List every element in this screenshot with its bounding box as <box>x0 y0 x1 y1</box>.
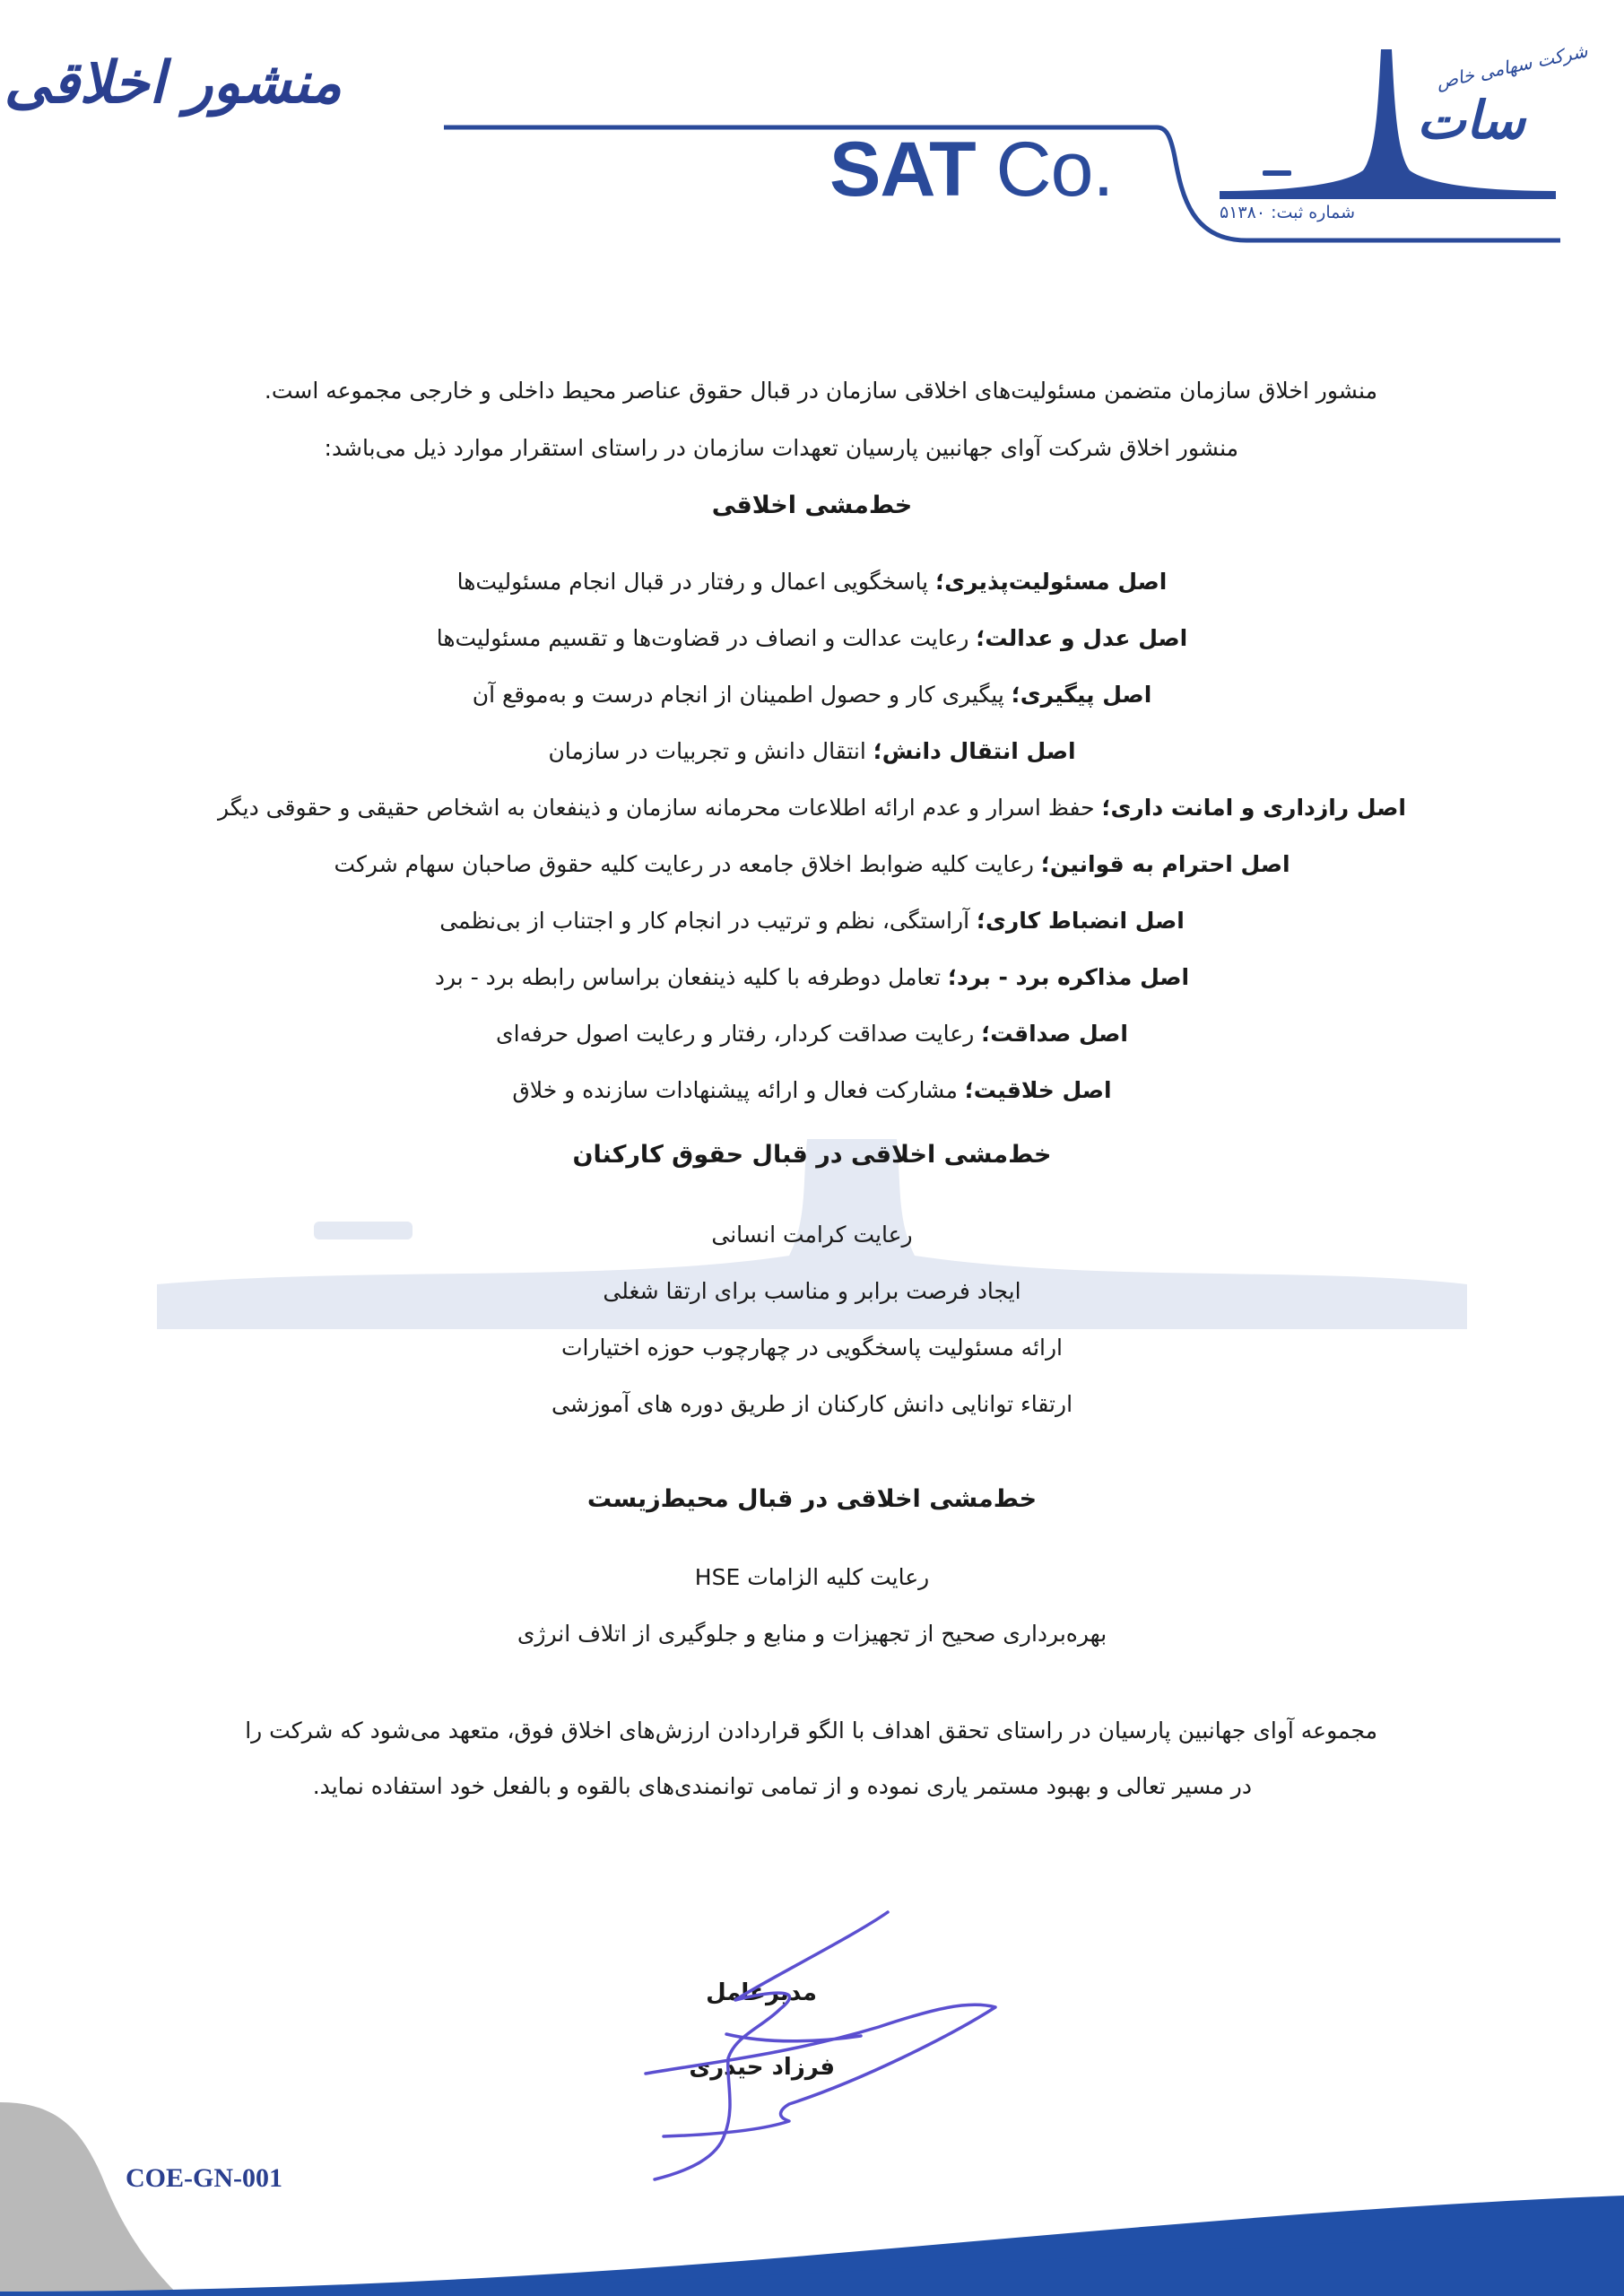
section-heading-employees: خط‌مشی اخلاقی در قبال حقوق کارکنان <box>572 1141 1052 1169</box>
principle-title: اصل خلاقیت؛ <box>964 1077 1112 1103</box>
principle-item <box>0 682 1624 708</box>
list-item: ارائه مسئولیت پاسخگویی در چهارچوب حوزه اختیارات <box>560 1335 1064 1361</box>
principle-item <box>0 795 1624 821</box>
principle-title: اصل پیگیری؛ <box>1011 682 1152 708</box>
principle-text: مشارکت فعال و ارائه پیشنهادات سازنده و خلاق <box>512 1077 965 1103</box>
principle-item <box>0 851 1624 877</box>
principle-title: اصل عدل و عدالت؛ <box>976 625 1188 651</box>
principle-text: آراستگی، نظم و ترتیب در انجام کار و اجتناب از بی‌نظمی <box>439 908 977 934</box>
principle-item <box>0 964 1624 990</box>
document-code: COE-GN-001 <box>126 2163 282 2193</box>
principle-text: انتقال دانش و تجربیات در سازمان <box>548 738 873 764</box>
principle-text: رعایت عدالت و انصاف در قضاوت‌ها و تقسیم مسئولیت‌ها <box>436 625 977 651</box>
brand-sat: SAT <box>829 126 976 213</box>
principle-item <box>0 738 1624 764</box>
principle-title: اصل مسئولیت‌پذیری؛ <box>935 569 1168 595</box>
brand-co: Co. <box>995 126 1114 213</box>
logo-persian-name: سات <box>1417 90 1525 151</box>
principle-item <box>0 625 1624 651</box>
intro-line-1: منشور اخلاق سازمان متضمن مسئولیت‌های اخلاقی سازمان در قبال حقوق عناصر محیط داخلی و خارجی مجموعه است. <box>264 378 1377 404</box>
principle-text: تعامل دوطرفه با کلیه ذینفعان براساس رابطه برد - برد <box>434 964 949 990</box>
signature-name: فرزاد حیدری <box>689 2054 835 2081</box>
closing-line-2: در مسیر تعالی و بهبود مستمر یاری نموده و از تمامی توانمندی‌های بالقوه و بالفعل خود استفاده نماید. <box>312 1773 1252 1799</box>
principle-title: اصل انتقال دانش؛ <box>873 738 1076 764</box>
signature-role: مدیرعامل <box>706 1979 817 2006</box>
principle-item <box>0 908 1624 934</box>
principle-title: اصل انضباط کاری؛ <box>976 908 1185 934</box>
list-item: رعایت کرامت انسانی <box>711 1222 913 1248</box>
principle-title: اصل احترام به قوانین؛ <box>1040 851 1290 877</box>
list-item: ارتقاء توانایی دانش کارکنان از طریق دوره های آموزشی <box>551 1391 1073 1417</box>
list-item: بهره‌برداری صحیح از تجهیزات و منابع و جلوگیری از اتلاف انرژی <box>517 1621 1107 1647</box>
section-heading-ethics: خط‌مشی اخلاقی <box>711 491 913 519</box>
header-logo-graphic <box>0 0 1624 269</box>
principle-title: اصل مذاکره برد - برد؛ <box>948 964 1190 990</box>
closing-line-1: مجموعه آوای جهانبین پارسیان در راستای تحقق اهداف با الگو قراردادن ارزش‌های اخلاق فوق، متعهد می‌شود که شرکت را <box>245 1718 1377 1744</box>
principle-text: رعایت کلیه ضوابط اخلاق جامعه در رعایت کلیه حقوق صاحبان سهام شرکت <box>334 851 1041 877</box>
document-title: منشور اخلاقی <box>4 49 342 117</box>
principle-item <box>0 569 1624 595</box>
principle-title: اصل صداقت؛ <box>981 1021 1128 1047</box>
logo-company-type: شرکت سهامی خاص <box>1434 39 1590 93</box>
principle-item <box>0 1077 1624 1103</box>
principle-title: اصل رازداری و امانت داری؛ <box>1101 795 1406 821</box>
list-item: رعایت کلیه الزامات HSE <box>694 1564 930 1590</box>
brand-name <box>829 126 1113 214</box>
registration-number: شماره ثبت: ۵۱۳۸۰ <box>1220 203 1356 222</box>
principle-text: حفظ اسرار و عدم ارائه اطلاعات محرمانه سازمان و ذینفعان به اشخاص حقیقی و حقوقی دیگر <box>218 795 1102 821</box>
principle-text: پیگیری کار و حصول اطمینان از انجام درست و به‌موقع آن <box>472 682 1012 708</box>
section-heading-environment: خط‌مشی اخلاقی در قبال محیط‌زیست <box>586 1485 1038 1513</box>
intro-line-2: منشور اخلاق شرکت آوای جهانبین پارسیان تعهدات سازمان در راستای استقرار موارد ذیل می‌باشد: <box>324 435 1238 461</box>
principle-text: پاسخگویی اعمال و رفتار در قبال انجام مسئولیت‌ها <box>456 569 936 595</box>
list-item: ایجاد فرصت برابر و مناسب برای ارتقا شغلی <box>603 1278 1021 1304</box>
principle-text: رعایت صداقت کردار، رفتار و رعایت اصول حرفه‌ای <box>496 1021 982 1047</box>
principle-item <box>0 1021 1624 1047</box>
